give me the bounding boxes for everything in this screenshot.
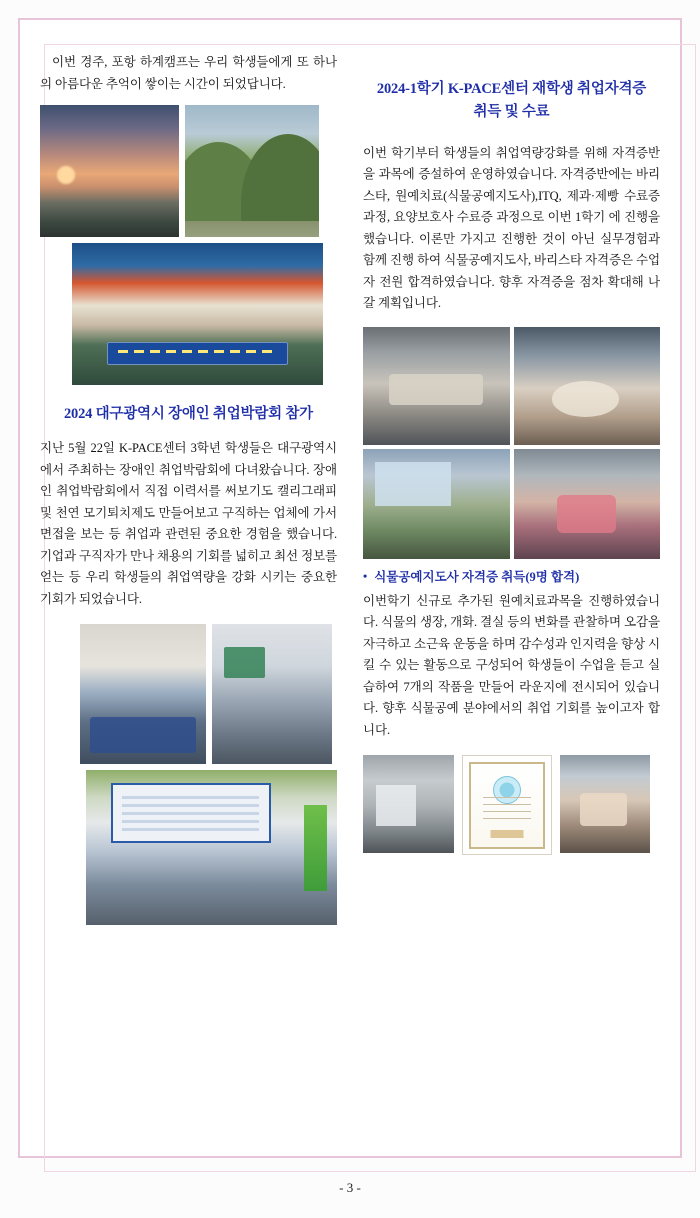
- left-column: [40, 52, 337, 1132]
- plant-craft-paragraph: 이번학기 신규로 추가된 원예치료과목을 진행하였습니다. 식물의 생장, 개화. 결실 등의 변화를 관찰하며 오감을 자극하고 소근육 운동을 하며 감수성과 인지력을 향상 시킬 수 있는 활동으로 구성되어 학생들이 수업을 듣고 실습하여 7개의 작품을 만들어 라운지에 전시되어 있습니다. 향후 식물공예 분야에서의 취업 기회를 높이고자 합니다.: [363, 593, 660, 737]
- certificate-section-title-line1: 2024-1학기 K-PACE센터 재학생 취업자격증: [376, 81, 647, 97]
- left-photo-row-top: [40, 105, 337, 237]
- certificate-frame: [469, 762, 545, 848]
- certificate-paragraph: 이번 학기부터 학생들의 취업역량강화를 위해 자격증반을 과목에 증설하여 운영하였습니다. 자격증반에는 바리스타, 원예치료(식물공예지도사),ITQ, 제과·제빵 수료증과정, 요양보호사 수료증 과정으로 이번 1학기 에 진행을 했습니다. 이론만 가지고 진행한 것이 아닌 실무경험과 함께 진행 하여 식물공예지도사, 바리스타 자격증은 수업자 전원 합격하였습니다. 향후 자격증을 점차 확대해 나갈 계획입니다.: [363, 145, 660, 311]
- page-number: - 3 -: [339, 1180, 361, 1195]
- coffee-practice-photo: [514, 327, 661, 445]
- barista-class-photo: [363, 327, 510, 445]
- amusement-banner: [107, 342, 288, 365]
- lecture-room-photo: [363, 449, 510, 559]
- job-fair-group-photo: [86, 770, 337, 925]
- certificate-photo: [462, 755, 552, 855]
- job-fair-booth-photo: [80, 624, 206, 764]
- job-fair-hall-photo: [212, 624, 332, 764]
- plant-craft-bullet: [363, 567, 660, 587]
- left-photo-row-bottom: [40, 624, 337, 764]
- right-column: [363, 52, 660, 1132]
- plant-craft-photo-row: [363, 755, 660, 855]
- job-fair-info-board: [111, 783, 271, 843]
- baking-class-photo: [514, 449, 661, 559]
- certificate-text-lines: [483, 797, 532, 822]
- gyeongju-tomb-photo: [185, 105, 319, 237]
- amusement-park-group-photo: [72, 243, 323, 385]
- plant-craft-practice-photo: [560, 755, 650, 853]
- gyeongju-sunset-photo: [40, 105, 179, 237]
- certificate-section-title: [363, 78, 660, 125]
- plant-craft-bullet-label: 식물공예지도사 자격증 취득(9명 합격): [374, 569, 580, 584]
- bullet-dot-icon: •: [363, 568, 368, 583]
- job-fair-banner-flag: [304, 805, 327, 892]
- job-fair-paragraph: 지난 5월 22일 K-PACE센터 3학년 학생들은 대구광역시에서 주최하는 장애인 취업박람회에 다녀왔습니다. 장애인 취업박람회에서 직접 이력서를 써보기도 캘리그래피 및 천연 모기퇴치제도 만들어보고 구직하는 업체에 가서 면접을 보는 등 취업과 관련된 중요한 경험을 했습니다. 기업과 구직자가 만나 채용의 기회를 넓히고 최선 정보를 얻는 등 우리 학생들의 취업역량을 강화 시키는 중요한 기회가 되었습니다.: [40, 441, 337, 606]
- job-fair-section-title: 2024 대구광역시 장애인 취업박람회 참가: [63, 406, 313, 422]
- intro-paragraph: 이번 경주, 포항 하계캠프는 우리 학생들에게 또 하나의 아름다운 추억이 쌓이는 시간이 되었답니다.: [40, 55, 337, 91]
- certificate-ribbon: [491, 830, 524, 838]
- certificate-section-title-line2: 취득 및 수료: [473, 104, 550, 121]
- page-content: [40, 52, 660, 1132]
- certificate-photo-grid: [363, 327, 660, 559]
- plant-craft-exhibit-photo: [363, 755, 454, 853]
